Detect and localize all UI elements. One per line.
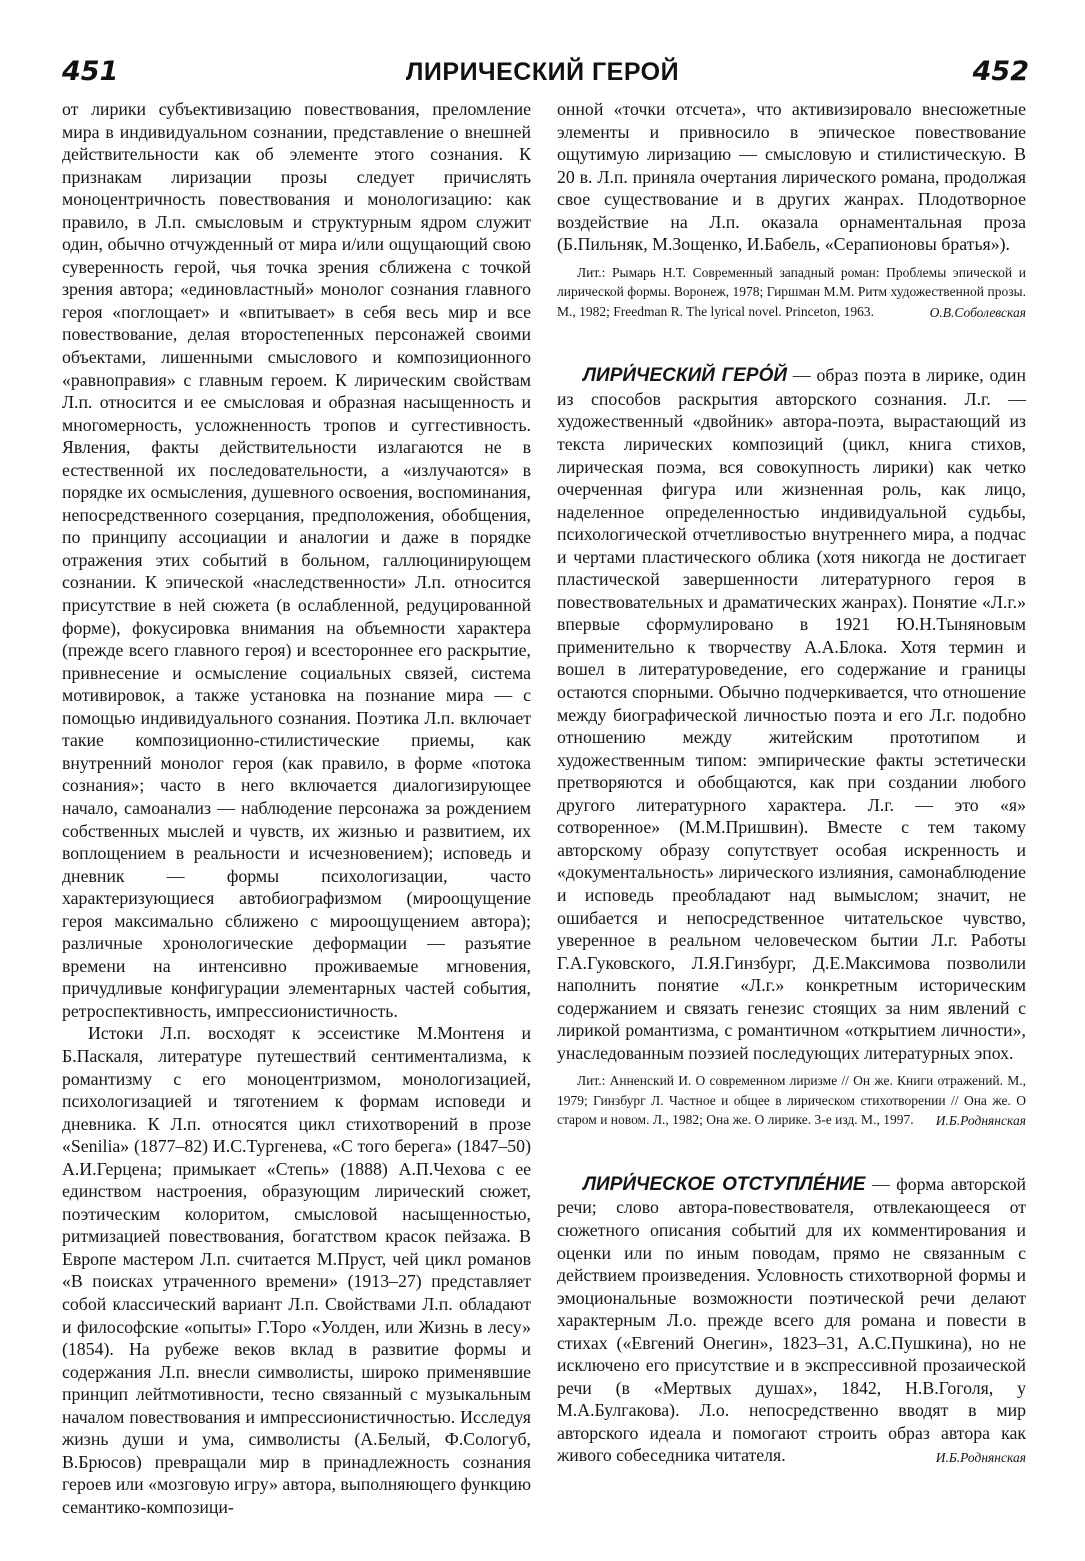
entry-text: — образ поэта в лирике, один из способов раскрытия авторского сознания. Л.г. — художественный «двойник» автора-поэта, вырастающий из текста лирических композиций (цикл, книга стихов, лирическая поэма, вся совокупность лирики) как четко очерченная фигура или жизненная роль, как лицо, наделенное определенностью индивидуальной судьбы, психологической отчетливостью внутреннего мира, а подчас и чертами пластического облика (хотя никогда не достигает пластической завершенности литературного героя в повествовательных и драматических жанрах). Понятие «Л.г.» впервые сформулировано в 1921 Ю.Н.Тыняновым применительно к творчеству А.А.Блока. Хотя термин и вошел в литературоведение, его содержание и границы остаются спорными. Обычно подчеркивается, что отношение между биографической личностью поэта и его Л.г. подобно отношению между житейским прототипом и художественным типом: эмпирические факты эстетически претворяются и обобщаются, как при создании любого другого литературного характера. Л.г. — это «я» сотворенное» (М.М.Пришвин). Вместе с тем такому авторскому образу сопутствует особая искренность и «документальность» лирического излияния, самонаблюдение и исповедь преобладают над вымыслом; значит, не ошибается и непосредственное читательское чувство, уверенное в реальном человеческом бытии Л.г. Работы Г.А.Гуковского, Л.Я.Гинзбург, Д.Е.Максимова позволили наполнить понятие «Л.г.» конкретным историческим содержанием и связать генезис стоящих за ним явлений с лирикой романтизма, с романтичном «открытием личности», унаследованным поэзией последующих литературных эпох. [557, 365, 1027, 1063]
author-signature: О.В.Соболевская [929, 304, 1026, 320]
running-title: ЛИРИЧЕСКИЙ ГЕРОЙ [405, 58, 680, 86]
entry-lyrical-digression [557, 1173, 1026, 1467]
author-signature: И.Б.Роднянская [935, 1113, 1026, 1129]
right-column [557, 98, 1026, 1470]
left-column [62, 98, 531, 1518]
entry-lyrical-hero [557, 364, 1026, 1064]
bibliography: Лит.: Анненский И. О современном лиризме // Он же. Книги отражений. М., 1979; Гинзбург Л. Частное и общее в лирическом стихотворении // Она же. О старом и новом. Л., 1982; Она же. О лирике. 3-е изд. М., 1997. [557, 1073, 1026, 1128]
body-paragraph: онной «точки отсчета», что активизировало внесюжетные элементы и привносило в эпическое повествование ощутимую лиризацию — смысловую и стилистическую. В 20 в. Л.п. приняла очертания лирического романа, продолжая свое существование и в других жанрах. Плодотворное воздействие на Л.п. оказала орнаментальная проза (Б.Пильняк, М.Зощенко, И.Бабель, «Серапионовы братья»). [557, 99, 1026, 255]
entry-headword: ЛИРИ́ЧЕСКОЕ ОТСТУПЛЕ́НИЕ [583, 1173, 866, 1195]
entry-text: — форма авторской речи; слово автора-повествователя, отвлекающееся от сюжетного описания событий для их комментирования и оценки или по иным поводам, прямо не связанным с действием произведения. Условность стихотворной формы и эмоциональные возможности поэтической речи делают характерным Л.о. прежде всего для романа и повести в стихах («Евгений Онегин», 1823–31, А.С.Пушкина), но не исключено его присутствие и в экспрессивной прозаической речи (в «Мертвых душах», 1842, Н.В.Гоголя, у М.А.Булгакова). Л.о. непосредственно вводят в мир авторского идеала и помогают строить образ автора как живого собеседника читателя. [557, 1173, 1026, 1466]
entry-separator [557, 1133, 1026, 1153]
bibliography: Лит.: Рымарь Н.Т. Современный западный роман: Проблемы эпической и лирической формы. Воронеж, 1978; Гиршман М.М. Ритм художественной прозы. М., 1982; Freedman R. The lyrical novel. Princeton, 1963. [557, 264, 1026, 319]
entry-headword: ЛИРИ́ЧЕСКИЙ ГЕРО́Й [583, 365, 788, 387]
body-paragraph: от лирики субъективизацию повествования, преломление мира в индивидуальном сознании, представление о внешней действительности как об элементе этого сознания. К признакам лиризации прозы следует причислять моноцентричность повествования и монологизацию: как правило, в Л.п. смысловым и структурным ядром служит один, обычно отчужденный от мира и/или ощущающий свою суверенность герой, чья точка зрения сближена с точкой зрения автора; «единовластный» монолог сознания главного героя «поглощает» и «впитывает» в себя весь мир и все повествование, делая второстепенных персонажей своими объектами, лишенными смыслового и композиционного «равноправия» с главным героем. К лирическим свойствам Л.п. относится и ее смысловая и образная насыщенность и многомерность, усложненность тропов и суггестивность. Явления, факты действительности излагаются не в естественной их последовательности, а «излучаются» в порядке их осмысления, душевного освоения, воспоминания, непосредственного созерцания, предположения, обобщения, по принципу ассоциации и аналогии и даже в порядке отражения этих событий в больном, галлюцинирующем сознании. К эпической «наследственности» Л.п. относится присутствие в ней сюжета (в ослабленной, редуцированной форме), фокусировка внимания на объемности характера (прежде всего главного героя) и всестороннее его раскрытие, привнесение и осмысление социальных связей, система мотивировок, а также установка на познание мира — с помощью индивидуального сознания. Поэтика Л.п. включает такие композиционно-стилистические приемы, как внутренний монолог героя (как правило, в форме «потока сознания»; часто в него включается диалогизирующее начало, самоанализ — наблюдение персонажа за рождением собственных мыслей и чувств, их жизнью и развитием, их воплощением в реальности и исчезновением); исповедь и дневник — формы психологизации, часто характеризующиеся автобиографизмом (мироощущение героя максимально сближено с мироощущением автора); различные хронологические деформации — разъятие времени на интенсивно проживаемые мгновения, причудливые конфигурации элементарных частей события, ретроспективность, импрессионистичность. [62, 99, 531, 1021]
author-signature: И.Б.Роднянская [935, 1450, 1026, 1466]
body-paragraph: Истоки Л.п. восходят к эссеистике М.Монтеня и Б.Паскаля, литературе путешествий сентиментализма, к романтизму с его моноцентризмом, монологизацией, психологизацией и тяготением к формам исповеди и дневника. К Л.п. относятся цикл стихотворений в прозе «Senilia» (1877–82) И.С.Тургенева, «С того берега» (1847–50) А.И.Герцена; примыкает «Степь» (1888) А.П.Чехова с ее единством настроения, образующим лирический сюжет, поэтическим колоритом, смысловой насыщенностью, ритмизацией повествования, богатством красок пейзажа. В Европе мастером Л.п. считается М.Пруст, чей цикл романов «В поисках утраченного времени» (1913–27) представляет собой классический вариант Л.п. Свойствами Л.п. обладают и философские «опыты» Г.Торо «Уолден, или Жизнь в лесу» (1854). На рубеже веков вклад в развитие формы и содержания Л.п. внесли символисты, широко применявшие принцип лейтмотивности, тесно связанный с музыкальным началом повествования и импрессионистичностью. Исследуя жизнь души и ума, символисты (А.Белый, Ф.Сологуб, В.Брюсов) превращали мир в принадлежность сознания героев или «мозговую игру» автора, выполняющего функцию семантико-композици- [62, 1023, 531, 1517]
entry-separator [557, 324, 1026, 344]
page-number-right: 452 [972, 56, 1029, 87]
page-number-left: 451 [62, 56, 119, 87]
page-header [56, 56, 1029, 90]
